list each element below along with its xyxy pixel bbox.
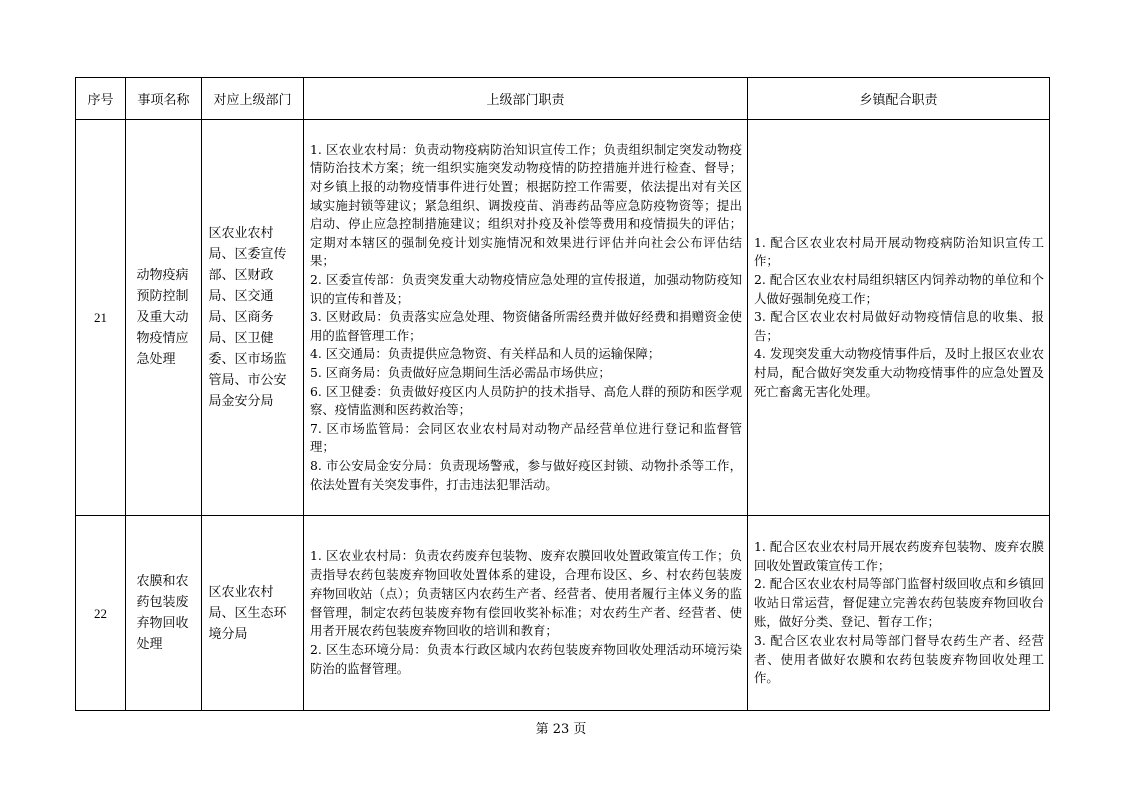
township-duties-list <box>748 538 1049 688</box>
header-departments: 对应上级部门 <box>202 78 304 120</box>
superior-duties-cell <box>304 120 748 516</box>
duty-item: 6. 区卫健委：负责做好疫区内人员防护的技术指导、高危人群的预防和医学观察、疫情监测和医药救治等； <box>310 383 742 418</box>
township-duties-list <box>748 234 1049 401</box>
duty-item: 2. 区委宣传部：负责突发重大动物疫情应急处理的宣传报道，加强动物防疫知识的宣传和普及； <box>310 272 742 306</box>
table-header-row <box>76 78 1050 120</box>
duty-item: 3. 配合区农业农村局做好动物疫情信息的收集、报告； <box>754 309 1044 343</box>
duty-item: 1. 区农业农村局：负责农药废弃包装物、废弃农膜回收处置政策宣传工作；负责指导农药包装废弃物回收处置体系的建设，合理布设区、乡、村农药包装废弃物回收站（点）；负责辖区内农药生产者、经营者、使用者履行主体义务的监督管理，制定农药包装废弃物有偿回收奖补标准；对农药生产者、经营者、使用者开展农药包装废弃物回收的培训和教育； <box>310 548 742 639</box>
duty-item: 2. 配合区农业农村局组织辖区内饲养动物的单位和个人做好强制免疫工作； <box>754 272 1044 306</box>
table-row <box>76 516 1050 711</box>
departments: 区农业农村局、区生态环境分局 <box>208 584 287 642</box>
superior-duties-list <box>304 547 747 679</box>
duty-item: 8. 市公安局金安分局：负责现场警戒，参与做好疫区封锁、动物扑杀等工作，依法处置有关突发事件，打击违法犯罪活动。 <box>310 457 742 492</box>
superior-duties-cell <box>304 516 748 711</box>
row-number: 21 <box>76 120 126 516</box>
duty-item: 1. 配合区农业农村局开展农药废弃包装物、废弃农膜回收处置政策宣传工作； <box>754 538 1044 573</box>
duties-table <box>75 77 1050 711</box>
table-row <box>76 120 1050 516</box>
departments-cell <box>202 120 304 516</box>
duty-item: 2. 区生态环境分局：负责本行政区域内农药包装废弃物回收处理活动环境污染防治的监督管理。 <box>310 642 742 676</box>
departments-cell <box>202 516 304 711</box>
duty-item: 2. 配合区农业农村局等部门监督村级回收点和乡镇回收站日常运营，督促建立完善农药包装废弃物回收台账，做好分类、登记、暂存工作； <box>754 576 1044 629</box>
item-name: 农膜和农药包装废弃物回收处理 <box>136 574 189 652</box>
header-seq: 序号 <box>76 78 126 120</box>
header-item-name: 事项名称 <box>126 78 202 120</box>
row-number: 22 <box>76 516 126 711</box>
township-duties-cell <box>748 516 1050 711</box>
duty-item: 7. 区市场监管局：会同区农业农村局对动物产品经营单位进行登记和监督管理； <box>310 420 742 455</box>
departments: 区农业农村局、区委宣传部、区财政局、区交通局、区商务局、区卫健委、区市场监管局、市公安局金安分局 <box>208 226 287 409</box>
duty-item: 4. 区交通局：负责提供应急物资、有关样品和人员的运输保障； <box>310 346 661 362</box>
item-name: 动物疫病预防控制及重大动物疫情应急处理 <box>136 268 189 367</box>
duty-item: 3. 配合区农业农村局等部门督导农药生产者、经营者、使用者做好农膜和农药包装废弃物回收处理工作。 <box>754 632 1044 686</box>
page-number: 第 23 页 <box>535 722 587 737</box>
duty-item: 1. 配合区农业农村局开展动物疫病防治知识宣传工作； <box>754 234 1044 269</box>
duty-item: 3. 区财政局：负责落实应急处理、物资储备所需经费并做好经费和捐赠资金使用的监督管理工作； <box>310 309 742 343</box>
header-township-duties: 乡镇配合职责 <box>748 78 1050 120</box>
township-duties-cell <box>748 120 1050 516</box>
superior-duties-list <box>304 141 747 494</box>
duty-item: 4. 发现突发重大动物疫情事件后，及时上报区农业农村局，配合做好突发重大动物疫情事件的应急处置及死亡畜禽无害化处理。 <box>754 346 1044 399</box>
duty-item: 1. 区农业农村局：负责动物疫病防治知识宣传工作；负责组织制定突发动物疫情防治技术方案；统一组织实施突发动物疫情的防控措施并进行检查、督导；对乡镇上报的动物疫情事件进行处置；根据防控工作需要，依法提出对有关区域实施封锁等建议；紧急组织、调拨疫苗、消毒药品等应急防疫物资等；提出启动、停止应急控制措施建议；组织对扑疫及补偿等费用和疫情损失的评估；定期对本辖区的强制免疫计划实施情况和效果进行评估并向社会公布评估结果； <box>310 141 742 269</box>
duty-item: 5. 区商务局：负责做好应急期间生活必需品市场供应； <box>310 364 611 380</box>
header-superior-duties: 上级部门职责 <box>304 78 748 120</box>
item-name-cell <box>126 516 202 711</box>
item-name-cell <box>126 120 202 516</box>
